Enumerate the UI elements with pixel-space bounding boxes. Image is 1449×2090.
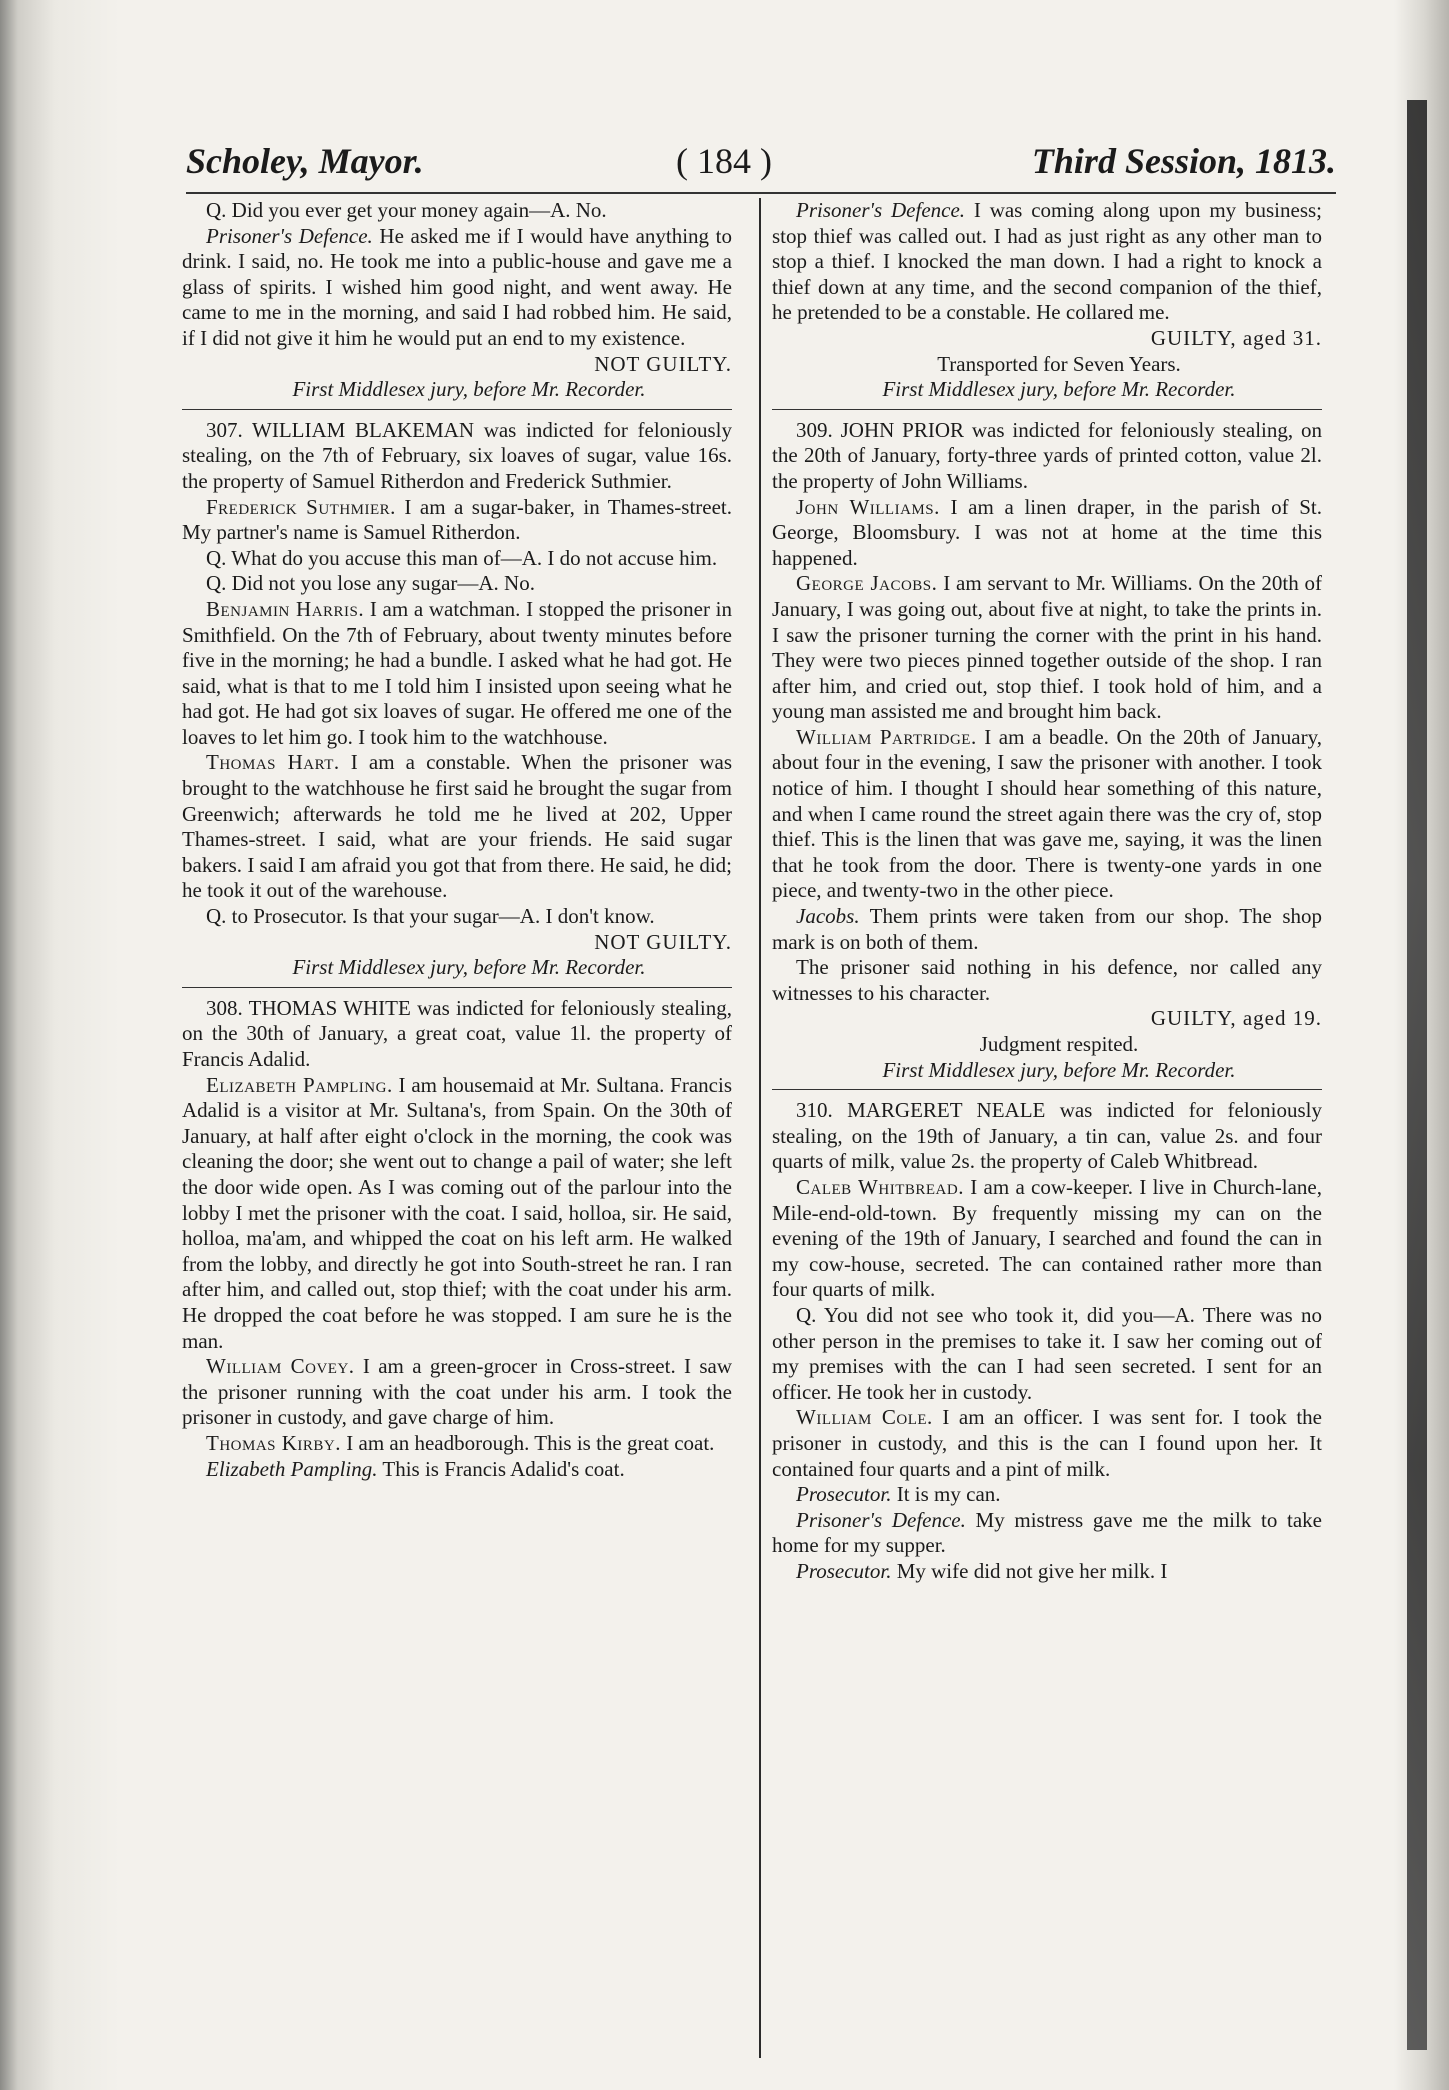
case-intro: 307. WILLIAM BLAKEMAN was indicted for feloniously stealing, on the 7th of February, six loaves of sugar, value 16s. the property of Samuel Ritherdon and Frederick Suthmier. (182, 417, 732, 493)
case-intro: 308. THOMAS WHITE was indicted for feloniously stealing, on the 30th of January, a great coat, value 1l. the property of Francis Adalid. (182, 995, 732, 1071)
witness-testimony: Frederick Suthmier. I am a sugar-baker, in Thames-street. My partner's name is Samuel Ritherdon. (182, 494, 733, 545)
witness-testimony: William Partridge. I am a beadle. On the 20th of January, about four in the evening, I saw the prisoner with another. I took notice of him. I thought I should hear something of this nature, and when I came round the street again there was the cry of, stop thief. This is the linen that was gave me, saying, it was the linen that he took from the door. There is twenty-one yards in one piece, and twenty-two in the other piece. (772, 724, 1322, 903)
right-column (772, 198, 1322, 1584)
question: Q. Did not you lose any sugar—A. No. (206, 571, 535, 596)
prisoner-defence: Prisoner's Defence. I was coming along upon my business; stop thief was called out. I had as just right as any other man to stop a thief. I knocked the man down. I had a right to knock a thief down at any time, and the second companion of the thief, he pretended to be a constable. He collared me. (772, 198, 1323, 325)
header-rule (186, 192, 1336, 194)
witness-testimony: Benjamin Harris. I am a watchman. I stopped the prisoner in Smithfield. On the 7th of February, about twenty minutes before five in the morning; he had a bundle. I asked what he had got. He said, what is that to me I told him I insisted upon seeing what he had got. He had got six loaves of sugar. He offered me one of the loaves to let him go. I took him to the watchhouse. (182, 596, 733, 749)
prisoner-defence: Prisoner's Defence. My mistress gave me the milk to take home for my supper. (772, 1507, 1322, 1558)
witness-testimony: Thomas Kirby. I am an headborough. This is the great coat. (206, 1430, 715, 1455)
prosecutor-statement: Prosecutor. My wife did not give her milk. I (796, 1558, 1168, 1583)
page-edge-mark (1407, 100, 1427, 2050)
verdict: NOT GUILTY. (594, 929, 732, 954)
jury-line: First Middlesex jury, before Mr. Recorder. (292, 955, 646, 980)
witness-testimony: William Cole. I am an officer. I was sent for. I took the prisoner in custody, and this is the can I found upon her. It contained four quarts and a pint of milk. (772, 1405, 1323, 1481)
witness-testimony: Elizabeth Pampling. I am housemaid at Mr. Sultana. Francis Adalid is a visitor at Mr. Sultana's, from Spain. On the 30th of January, at half after eight o'clock in the morning, the cook was cleaning the door; she went out to change a pail of water; she left the door wide open. As I was coming out of the parlour into the lobby I met the prisoner with the coat. I said, holloa, sir. He said, holloa, ma'am, and whipped the coat on his left arm. He walked from the lobby, and directly he got into South-street he ran. I ran after him, and called out, stop thief; with the coat under his arm. He dropped the coat before he was stopped. I am sure he is the man. (182, 1072, 732, 1353)
header-left: Scholey, Mayor. (186, 141, 424, 181)
court-note: The prisoner said nothing in his defence, nor called any witnesses to his character. (772, 955, 1322, 1005)
sentence: Judgment respited. (979, 1032, 1139, 1056)
witness-testimony: John Williams. I am a linen draper, in the parish of St. George, Bloomsbury. I was not at home at the time this happened. (772, 494, 1322, 570)
verdict: GUILTY, aged 31. (1150, 325, 1322, 350)
witness-testimony: Elizabeth Pampling. This is Francis Adalid's coat. (206, 1456, 625, 1481)
question: Q. What do you accuse this man of—A. I do not accuse him. (206, 545, 718, 570)
sentence: Transported for Seven Years. (937, 351, 1181, 376)
verdict: NOT GUILTY. (594, 351, 732, 376)
case-separator (772, 1089, 1322, 1090)
prisoner-defence: Prisoner's Defence. He asked me if I would have anything to drink. I said, no. He took me into a public-house and gave me a glass of spirits. I wished him good night, and went away. He came to me in the morning, and said I had robbed him. He said, if I did not give it him he would put an end to my existence. (182, 223, 733, 350)
left-column (182, 198, 732, 1482)
witness-testimony: Thomas Hart. I am a constable. When the prisoner was brought to the watchhouse he first said he brought the sugar from Greenwich; afterwards he told me he lived at 202, Upper Thames-street. I said, what are your friends. He said sugar bakers. I said I am afraid you got that from there. He said, he did; he took it out of the warehouse. (182, 750, 732, 903)
page-binding-shadow (0, 0, 120, 2090)
jury-line: First Middlesex jury, before Mr. Recorder. (882, 1057, 1236, 1082)
witness-testimony: Caleb Whitbread. I am a cow-keeper. I live in Church-lane, Mile-end-old-town. By frequently missing my can on the evening of the 19th of January, I searched and found the can in my cow-house, secreted. The can contained rather more than four quarts of milk. (772, 1174, 1322, 1302)
question: Q. You did not see who took it, did you—A. There was no other person in the premises to take it. I saw her coming out of my premises with the can I had seen secreted. I sent for an officer. He took her in custody. (772, 1302, 1322, 1404)
question: Q. Did you ever get your money again—A. No. (206, 198, 607, 222)
column-divider (759, 198, 761, 2058)
jury-line: First Middlesex jury, before Mr. Recorder. (882, 377, 1236, 402)
witness-testimony: William Covey. I am a green-grocer in Cross-street. I saw the prisoner running with the coat under his arm. I took the prisoner in custody, and gave charge of him. (182, 1354, 733, 1430)
witness-testimony: George Jacobs. I am servant to Mr. Williams. On the 20th of January, I was going out, about five at night, to take the prints in. I saw the prisoner turning the corner with the print in his hand. They were two pieces pinned together outside of the shop. I ran after him, and cried out, stop thief. I took hold of him, and a young man assisted me and brought him back. (772, 571, 1323, 724)
running-header (186, 140, 1336, 188)
witness-testimony: Jacobs. Them prints were taken from our shop. The shop mark is on both of them. (772, 904, 1322, 954)
case-separator (772, 409, 1322, 410)
prosecutor-statement: Prosecutor. It is my can. (796, 1482, 1001, 1507)
case-intro: 310. MARGERET NEALE was indicted for feloniously stealing, on the 19th of January, a tin can, value 2s. and four quarts of milk, value 2s. the property of Caleb Whitbread. (772, 1098, 1322, 1174)
header-right: Third Session, 1813. (1031, 141, 1336, 181)
page-number: ( 184 ) (676, 141, 772, 181)
case-intro: 309. JOHN PRIOR was indicted for feloniously stealing, on the 20th of January, forty-three yards of printed cotton, value 2l. the property of John Williams. (772, 417, 1322, 493)
question: Q. to Prosecutor. Is that your sugar—A. I don't know. (206, 904, 655, 929)
verdict: GUILTY, aged 19. (1150, 1006, 1322, 1031)
case-separator (182, 987, 732, 988)
case-separator (182, 409, 732, 410)
jury-line: First Middlesex jury, before Mr. Recorder. (292, 377, 646, 402)
